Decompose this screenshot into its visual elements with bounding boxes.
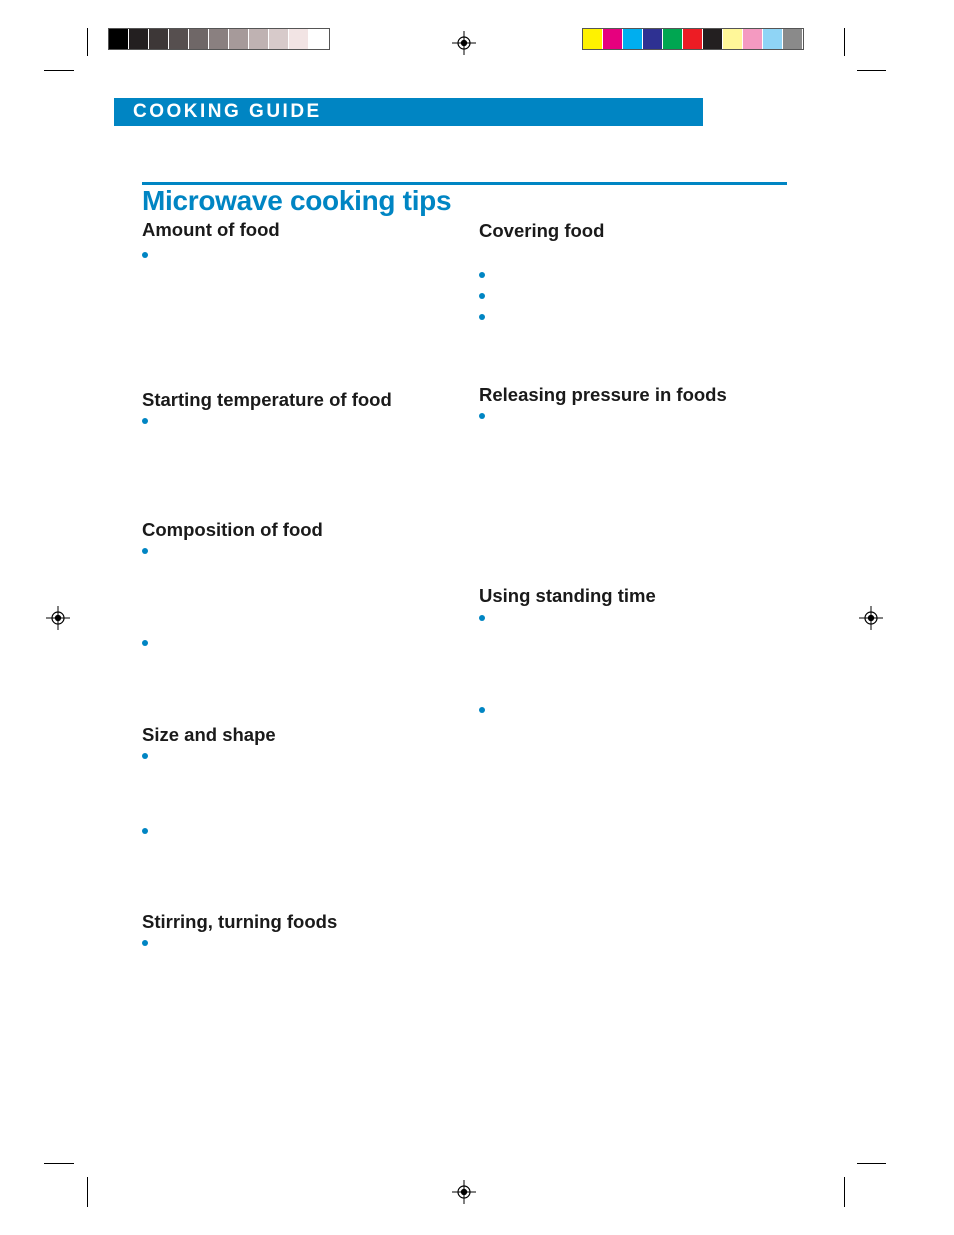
grey-calibration-bar — [108, 28, 330, 50]
registration-target-icon — [452, 1180, 476, 1204]
color-swatch — [663, 29, 683, 49]
section-heading: Stirring, turning foods — [142, 911, 338, 932]
bullet-point — [479, 314, 485, 320]
color-swatch — [683, 29, 703, 49]
page-title: Microwave cooking tips — [142, 185, 452, 216]
banner-label: COOKING GUIDE — [133, 101, 322, 122]
bullet-point — [142, 252, 148, 258]
color-swatch — [209, 29, 229, 49]
crop-mark — [87, 28, 88, 56]
color-swatch — [149, 29, 169, 49]
registration-target-icon — [46, 606, 70, 630]
bullet-point — [479, 293, 485, 299]
color-swatch — [109, 29, 129, 49]
section-heading: Starting temperature of food — [142, 389, 392, 410]
section-heading: Covering food — [479, 220, 605, 241]
crop-mark — [857, 1163, 886, 1164]
color-swatch — [763, 29, 783, 49]
color-swatch — [583, 29, 603, 49]
section-banner — [114, 98, 703, 126]
bullet-point — [142, 753, 148, 759]
registration-target-icon — [859, 606, 883, 630]
bullet-point — [142, 418, 148, 424]
color-swatch — [189, 29, 209, 49]
color-swatch — [743, 29, 763, 49]
section-heading: Amount of food — [142, 219, 280, 240]
color-swatch — [309, 29, 329, 49]
bullet-point — [142, 548, 148, 554]
bullet-point — [479, 413, 485, 419]
color-swatch — [289, 29, 309, 49]
crop-mark — [844, 1177, 845, 1207]
color-swatch — [703, 29, 723, 49]
bullet-point — [142, 640, 148, 646]
section-heading: Size and shape — [142, 724, 276, 745]
color-swatch — [229, 29, 249, 49]
crop-mark — [44, 1163, 74, 1164]
section-heading: Composition of food — [142, 519, 323, 540]
color-swatch — [129, 29, 149, 49]
color-swatch — [269, 29, 289, 49]
section-heading: Using standing time — [479, 585, 656, 606]
bullet-point — [479, 615, 485, 621]
color-swatch — [603, 29, 623, 49]
color-swatch — [623, 29, 643, 49]
section-heading: Releasing pressure in foods — [479, 384, 727, 405]
registration-target-icon — [452, 31, 476, 55]
bullet-point — [142, 828, 148, 834]
crop-mark — [87, 1177, 88, 1207]
bullet-point — [142, 940, 148, 946]
color-swatch — [169, 29, 189, 49]
bullet-point — [479, 707, 485, 713]
color-swatch — [783, 29, 803, 49]
color-calibration-bar — [582, 28, 804, 50]
crop-mark — [44, 70, 74, 71]
crop-mark — [857, 70, 886, 71]
color-swatch — [643, 29, 663, 49]
color-swatch — [723, 29, 743, 49]
crop-mark — [844, 28, 845, 56]
color-swatch — [249, 29, 269, 49]
bullet-point — [479, 272, 485, 278]
